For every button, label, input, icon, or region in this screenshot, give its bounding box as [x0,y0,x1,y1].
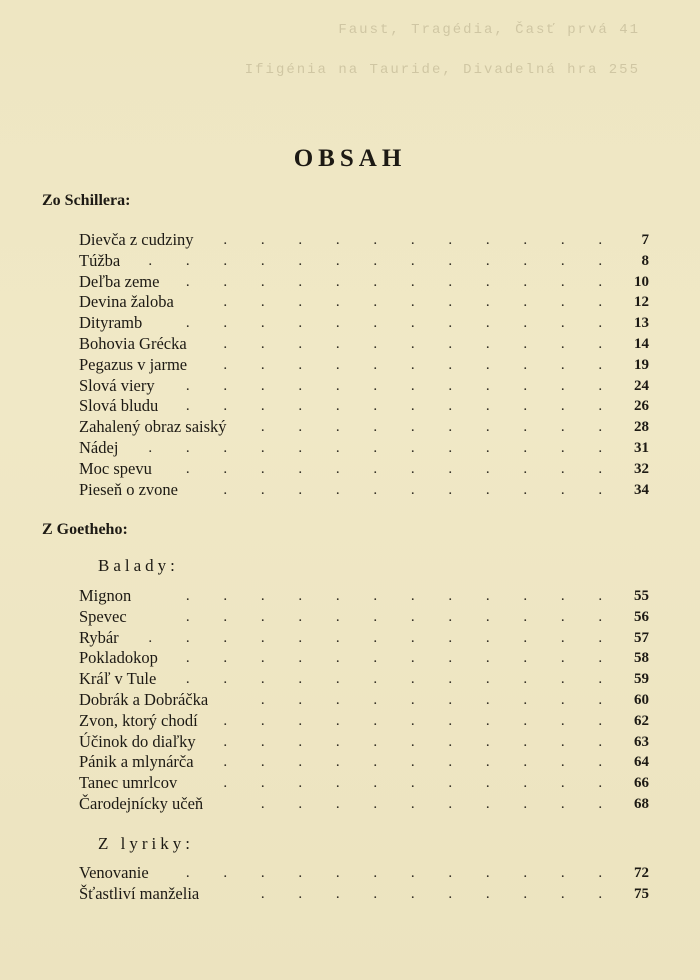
leader-dots: . . . . . . . . . . . . [185,377,603,394]
entry-title: Spevec [79,606,127,626]
entry-page: 8 [641,252,649,269]
toc-entry [79,438,649,459]
entry-title: Pokladokop [79,648,158,668]
entry-title: Slová viery [79,375,155,395]
entry-page: 31 [634,439,649,456]
entry-title: Pegazus v jarme [79,354,188,374]
leader-dots: . . . . . . . . . . . . [185,273,603,290]
leader-dots: . . . . . . . . . . [260,885,603,902]
entry-title: Moc spevu [79,458,152,478]
entry-page: 58 [634,650,649,667]
toc-list-lyrika [79,863,649,905]
toc-entry [79,459,649,480]
entry-page: 10 [634,273,649,290]
section-heading-schiller: Zo Schillera: [42,192,131,209]
leader-dots: . . . . . . . . . . . [223,294,603,311]
subsection-heading-balady: Balady: [98,556,179,575]
entry-page: 34 [634,481,649,498]
entry-title: Pánik a mlynárča [79,752,194,772]
toc-entry [79,628,649,649]
entry-page: 60 [634,691,649,708]
leader-dots: . . . . . . . . . . . . [185,460,603,477]
toc-entry [79,794,649,815]
entry-page: 57 [634,629,649,646]
toc-entry [79,752,649,773]
entry-title: Venovanie [79,863,149,882]
toc-entry [79,230,649,251]
toc-entry [79,607,649,628]
toc-entry [79,376,649,397]
entry-title: Devina žaloba [79,292,174,312]
entry-page: 12 [634,294,649,311]
entry-title: Účinok do diaľky [79,731,196,751]
entry-title: Dievča z cudziny [79,230,194,249]
toc-entry [79,732,649,753]
toc-entry [79,586,649,607]
entry-page: 7 [641,232,649,248]
entry-page: 26 [634,398,649,415]
section-heading-goethe: Z Goetheho: [42,521,128,538]
entry-page: 62 [634,712,649,729]
bleed-through-line: Ifigénia na Tauride, Divadelná hra 255 [244,62,640,78]
toc-entry [79,863,649,884]
entry-title: Zvon, ktorý chodí [79,710,198,730]
leader-dots: . . . . . . . . . . . [223,356,603,373]
toc-entry [79,272,649,293]
entry-title: Dityramb [79,313,143,333]
entry-page: 28 [634,419,649,436]
toc-entry [79,480,649,501]
toc-entry [79,334,649,355]
leader-dots: . . . . . . . . . . . . . [148,439,603,456]
toc-entry [79,884,649,905]
entry-title: Šťastliví manželia [79,883,200,903]
leader-dots: . . . . . . . . . . [260,691,603,708]
leader-dots: . . . . . . . . . . . [223,232,603,248]
leader-dots: . . . . . . . . . . . . [185,315,603,332]
entry-title: Rybár [79,627,119,647]
entry-page: 64 [634,754,649,771]
entry-title: Kráľ v Tule [79,669,157,689]
leader-dots: . . . . . . . . . . . . [185,398,603,415]
entry-page: 14 [634,335,649,352]
entry-title: Túžba [79,250,121,270]
toc-list-schiller [79,230,649,500]
toc-entry [79,690,649,711]
toc-entry [79,313,649,334]
entry-page: 72 [634,865,649,881]
leader-dots: . . . . . . . . . . . . [185,650,603,667]
toc-entry [79,355,649,376]
entry-page: 63 [634,733,649,750]
entry-page: 59 [634,671,649,688]
toc-entry [79,292,649,313]
entry-title: Nádej [79,437,119,457]
entry-page: 24 [634,377,649,394]
toc-entry [79,773,649,794]
toc-entry [79,417,649,438]
toc-entry [79,711,649,732]
entry-title: Mignon [79,586,132,605]
toc-entry [79,648,649,669]
entry-title: Bohovia Grécka [79,333,187,353]
leader-dots: . . . . . . . . . . [260,795,603,812]
entry-page: 32 [634,460,649,477]
entry-page: 66 [634,775,649,792]
entry-title: Zahalený obraz saiský [79,417,227,437]
entry-page: 19 [634,356,649,373]
toc-entry [79,396,649,417]
entry-title: Pieseň o zvone [79,479,178,499]
leader-dots: . . . . . . . . . . . [223,712,603,729]
entry-page: 13 [634,315,649,332]
leader-dots: . . . . . . . . . . . [223,754,603,771]
entry-page: 75 [634,885,649,902]
entry-title: Tanec umrlcov [79,773,178,793]
leader-dots: . . . . . . . . . . . [223,733,603,750]
toc-list-balady [79,586,649,815]
toc-entry [79,251,649,272]
entry-title: Slová bludu [79,396,159,416]
entry-title: Čarodejnícky učeň [79,793,204,813]
bleed-through-line: Faust, Tragédia, Časť prvá 41 [338,22,640,38]
subsection-heading-lyrika: Z lyriky: [98,834,194,853]
leader-dots: . . . . . . . . . . . [223,481,603,498]
entry-page: 56 [634,608,649,625]
leader-dots: . . . . . . . . . . . . [185,608,603,625]
entry-page: 55 [634,588,649,604]
leader-dots: . . . . . . . . . . [260,419,603,436]
toc-entry [79,669,649,690]
leader-dots: . . . . . . . . . . . . . [148,252,603,269]
leader-dots: . . . . . . . . . . . [223,775,603,792]
page-title: OBSAH [293,145,407,172]
entry-title: Dobrák a Dobráčka [79,689,209,709]
leader-dots: . . . . . . . . . . . . [185,865,603,881]
leader-dots: . . . . . . . . . . . . [185,588,603,604]
entry-page: 68 [634,795,649,812]
leader-dots: . . . . . . . . . . . . [185,671,603,688]
leader-dots: . . . . . . . . . . . . . [148,629,603,646]
leader-dots: . . . . . . . . . . . [223,335,603,352]
entry-title: Deľba zeme [79,271,160,291]
